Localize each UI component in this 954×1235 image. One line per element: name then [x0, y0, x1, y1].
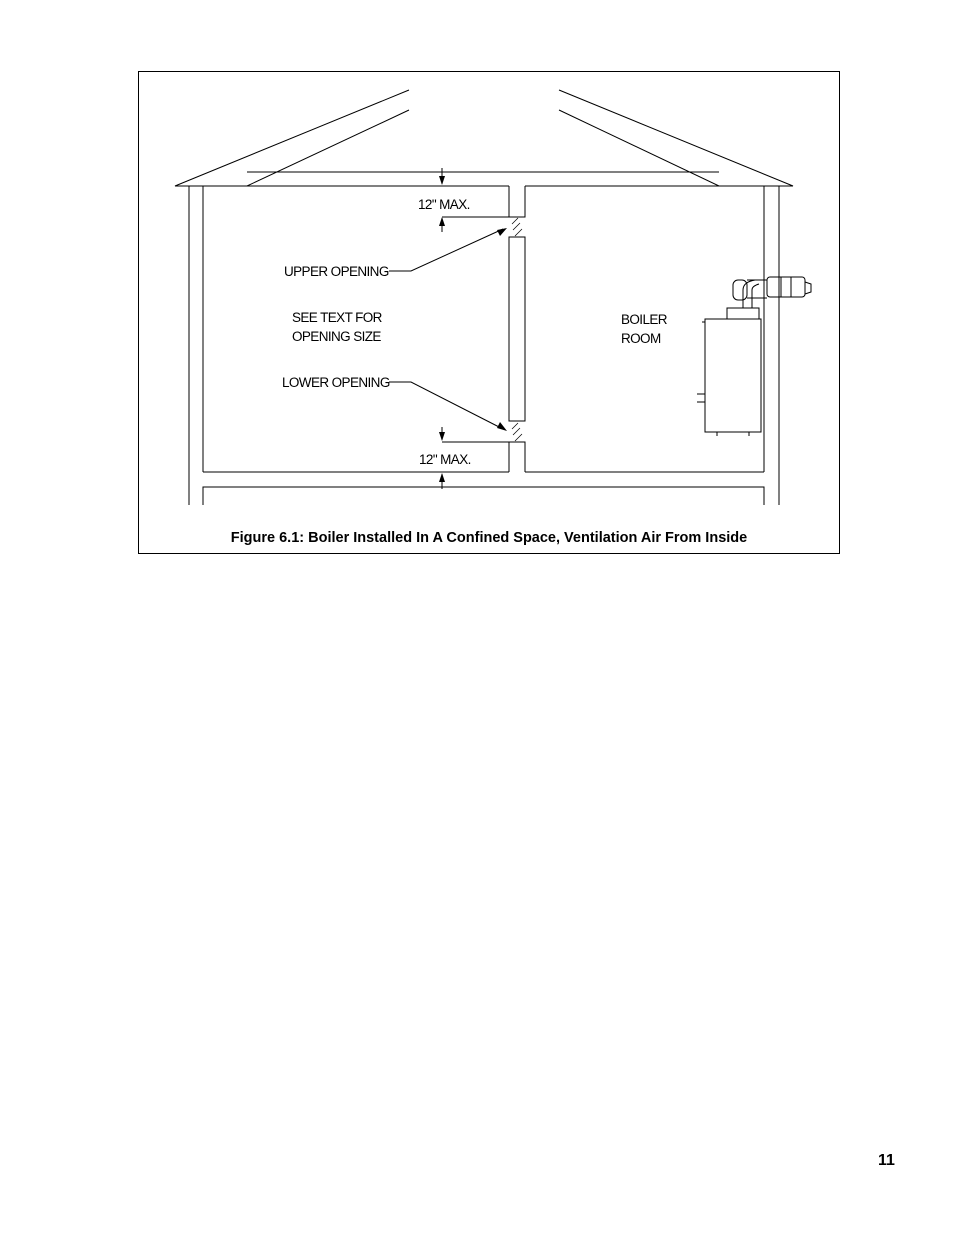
- opening-size-note-line1: SEE TEXT FOR: [292, 310, 382, 325]
- opening-hatch-marks: [512, 218, 522, 441]
- floor: [203, 472, 764, 505]
- partition-wall: [509, 186, 525, 472]
- lower-opening-label: LOWER OPENING: [282, 375, 390, 390]
- house-cross-section-diagram: [139, 72, 841, 555]
- figure-frame: [138, 71, 840, 554]
- lower-clearance-label: 12" MAX.: [419, 452, 471, 467]
- roof: [175, 90, 793, 186]
- opening-size-note-line2: OPENING SIZE: [292, 329, 381, 344]
- figure-caption: Figure 6.1: Boiler Installed In A Confined Space, Ventilation Air From Inside: [230, 530, 748, 546]
- page-number: 11: [878, 1152, 895, 1169]
- boiler-room-label-line1: BOILER: [621, 312, 667, 327]
- upper-opening-leader: [389, 229, 503, 271]
- upper-clearance-label: 12" MAX.: [418, 197, 470, 212]
- boiler: [697, 290, 761, 436]
- dimension-arrowheads: [439, 176, 507, 482]
- outer-walls: [189, 186, 779, 505]
- lower-opening-leader: [389, 382, 503, 429]
- upper-opening-label: UPPER OPENING: [284, 264, 389, 279]
- vent-pipe: [733, 277, 811, 300]
- boiler-room-label-line2: ROOM: [621, 331, 661, 346]
